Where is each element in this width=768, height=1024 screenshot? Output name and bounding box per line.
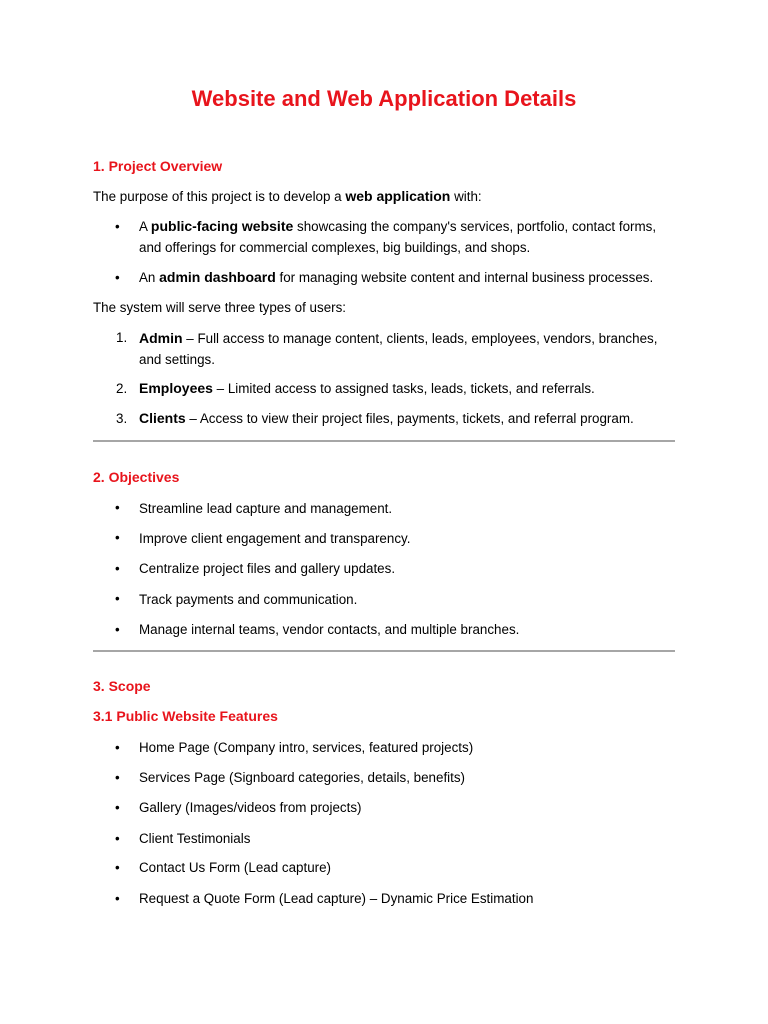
scope-item: Gallery (Images/videos from projects) <box>139 800 362 815</box>
section-divider <box>93 440 675 442</box>
user-type-label: Clients <box>139 410 186 426</box>
bullet-marker: • <box>115 591 120 606</box>
user-type-desc-line2: and settings. <box>139 352 215 367</box>
list-number: 3. <box>116 411 128 426</box>
user-type-desc: – Access to view their project files, payments, tickets, and referral program. <box>185 411 634 426</box>
bullet-marker: • <box>115 800 120 815</box>
bullet-marker: • <box>115 500 120 515</box>
user-type-label: Admin <box>139 330 183 346</box>
document-title: Website and Web Application Details <box>191 86 577 111</box>
bullet-marker: • <box>115 219 120 234</box>
overview-bullet-website <box>139 216 656 258</box>
list-number: 1. <box>116 330 128 345</box>
section-heading-scope: 3. Scope <box>93 678 151 694</box>
bullet-marker: • <box>115 891 120 906</box>
user-type-clients <box>139 408 634 429</box>
intro-text-bold: web application <box>345 188 451 204</box>
scope-item: Home Page (Company intro, services, featured projects) <box>139 740 474 755</box>
section-heading-objectives: 2. Objectives <box>93 469 180 485</box>
bullet-line2: and offerings for commercial complexes, big buildings, and shops. <box>139 240 531 255</box>
list-number: 2. <box>116 381 128 396</box>
bullet-marker: • <box>115 770 120 785</box>
intro-text-pre: The purpose of this project is to develop a <box>93 189 346 204</box>
objective-item: Centralize project files and gallery updates. <box>139 561 396 576</box>
user-type-desc: – Full access to manage content, clients, leads, employees, vendors, branches, <box>182 331 658 346</box>
bullet-pre: An <box>139 270 160 285</box>
scope-item: Client Testimonials <box>139 831 251 846</box>
bullet-line1: for managing website content and internal business processes. <box>275 270 654 285</box>
overview-intro <box>93 188 482 204</box>
bullet-marker: • <box>115 740 120 755</box>
bullet-line1: showcasing the company's services, portfolio, contact forms, <box>293 219 657 234</box>
bullet-marker: • <box>115 622 120 637</box>
bullet-marker: • <box>115 561 120 576</box>
scope-item: Contact Us Form (Lead capture) <box>139 860 332 875</box>
intro-text-post: with: <box>450 189 482 204</box>
bullet-bold: admin dashboard <box>159 269 276 285</box>
bullet-marker: • <box>115 860 120 875</box>
user-type-desc: – Limited access to assigned tasks, leads, tickets, and referrals. <box>212 381 595 396</box>
objective-item: Track payments and communication. <box>139 592 358 607</box>
objective-item: Streamline lead capture and management. <box>139 501 393 516</box>
section-heading-overview: 1. Project Overview <box>93 158 223 174</box>
bullet-marker: • <box>115 270 120 285</box>
user-type-label: Employees <box>139 380 213 396</box>
bullet-pre: A <box>139 219 151 234</box>
bullet-marker: • <box>115 831 120 846</box>
users-intro: The system will serve three types of users: <box>93 300 347 315</box>
bullet-marker: • <box>115 530 120 545</box>
scope-item: Request a Quote Form (Lead capture) – Dynamic Price Estimation <box>139 891 534 906</box>
user-type-employees <box>139 378 595 399</box>
objective-item: Manage internal teams, vendor contacts, and multiple branches. <box>139 622 520 637</box>
bullet-bold: public-facing website <box>150 218 294 234</box>
objective-item: Improve client engagement and transparency. <box>139 531 411 546</box>
subsection-heading-public-website: 3.1 Public Website Features <box>93 708 278 724</box>
overview-bullet-admin <box>139 267 653 288</box>
section-divider <box>93 650 675 652</box>
user-type-admin <box>139 328 657 370</box>
scope-item: Services Page (Signboard categories, details, benefits) <box>139 770 466 785</box>
